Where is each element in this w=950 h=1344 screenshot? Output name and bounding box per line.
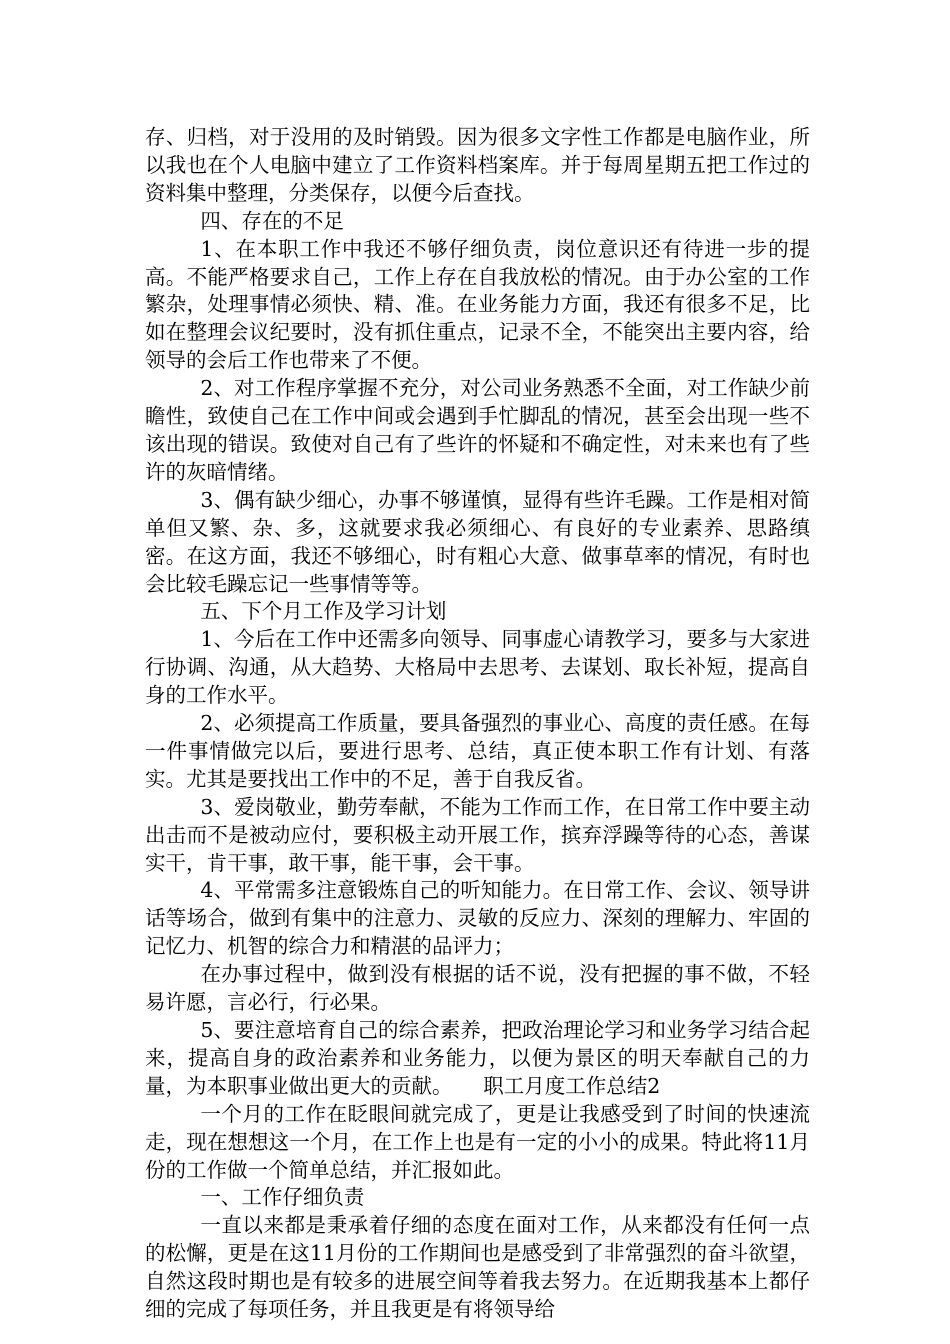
paragraph-plan-4: 4、平常需多注意锻炼自己的听知能力。在日常工作、会议、领导讲话等场合，做到有集中的注意力、灵敏的反应力、深刻的理解力、牢固的记忆力、机智的综合力和精湛的品评力；: [145, 878, 810, 959]
document-body: [145, 124, 810, 1324]
paragraph-work-careful-body: 一直以来都是秉承着仔细的态度在面对工作，从来都没有任何一点的松懈，更是在这11月份的工作期间也是感受到了非常强烈的奋斗欲望，自然这段时期也是有较多的进展空间等着我去努力。在近期我基本上都仔细的完成了每项任务，并且我更是有将领导给: [145, 1213, 810, 1322]
paragraph-shortcoming-3: 3、偶有缺少细心，办事不够谨慎，显得有些许毛躁。工作是相对简单但又繁、杂、多，这就要求我必须细心、有良好的专业素养、思路缜密。在这方面，我还不够细心，时有粗心大意、做事草率的情况，有时也会比较毛躁忘记一些事情等等。: [145, 487, 810, 596]
paragraph-archive-continuation: 存、归档，对于没用的及时销毁。因为很多文字性工作都是电脑作业，所以我也在个人电脑中建立了工作资料档案库。并于每周星期五把工作过的资料集中整理，分类保存，以便今后查找。: [145, 125, 810, 205]
paragraph-plan-5-and-title-2: 5、要注意培育自己的综合素养，把政治理论学习和业务学习结合起来，提高自身的政治素养和业务能力，以便为景区的明天奉献自己的力量，为本职事业做出更大的贡献。 职工月度工作总结2: [145, 1018, 810, 1098]
paragraph-shortcoming-2: 2、对工作程序掌握不充分，对公司业务熟悉不全面，对工作缺少前瞻性，致使自己在工作中间或会遇到手忙脚乱的情况，甚至会出现一些不该出现的错误。致使对自己有了些许的怀疑和不确定性，对未来也有了些许的灰暗情绪。: [145, 376, 810, 484]
section-heading-work-careful: 一、工作仔细负责: [200, 1185, 365, 1210]
paragraph-plan-2: 2、必须提高工作质量，要具备强烈的事业心、高度的责任感。在每一件事情做完以后，要进行思考、总结，真正使本职工作有计划、有落实。尤其是要找出工作中的不足，善于自我反省。: [145, 711, 810, 791]
paragraph-plan-4-continued: 在办事过程中，做到没有根据的话不说，没有把握的事不做，不轻易许愿，言必行，行必果。: [145, 962, 810, 1015]
section-heading-next-month-plan: 五、下个月工作及学习计划: [200, 599, 447, 624]
section-heading-shortcomings: 四、存在的不足: [200, 208, 344, 233]
paragraph-plan-1: 1、今后在工作中还需多向领导、同事虚心请教学习，要多与大家进行协调、沟通，从大趋势、大格局中去思考、去谋划、取长补短，提高自身的工作水平。: [145, 627, 810, 708]
paragraph-shortcoming-1: 1、在本职工作中我还不够仔细负责，岗位意识还有待进一步的提高。不能严格要求自己，工作上存在自我放松的情况。由于办公室的工作繁杂，处理事情必须快、精、准。在业务能力方面，我还有很多不足，比如在整理会议纪要时，没有抓住重点，记录不全，不能突出主要内容，给领导的会后工作也带来了不便。: [145, 236, 810, 373]
paragraph-plan-3: 3、爱岗敬业，勤劳奉献，不能为工作而工作，在日常工作中要主动出击而不是被动应付，要积极主动开展工作，摈弃浮躁等待的心态，善谋实干，肯干事，敢干事，能干事，会干事。: [145, 794, 810, 875]
paragraph-summary-2-intro: 一个月的工作在眨眼间就完成了，更是让我感受到了时间的快速流走，现在想想这一个月，在工作上也是有一定的小小的成果。特此将11月份的工作做一个简单总结，并汇报如此。: [145, 1101, 810, 1182]
